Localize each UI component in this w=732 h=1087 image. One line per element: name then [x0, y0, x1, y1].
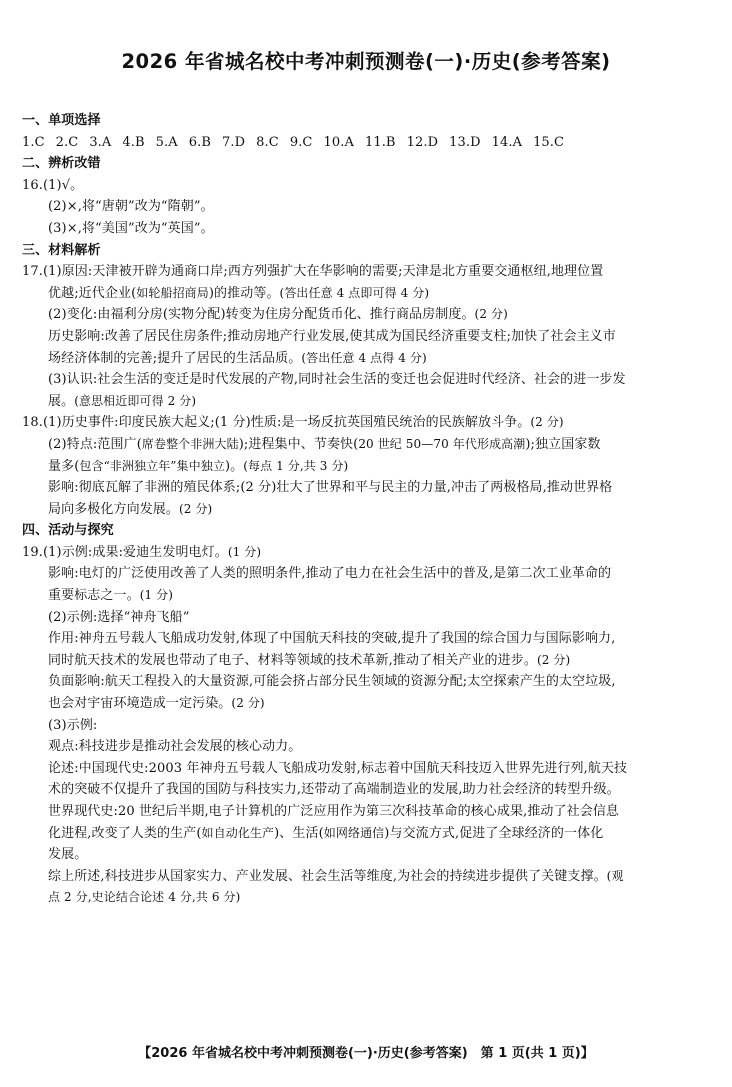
- answer-line: 世界现代史:20 世纪后半期,电子计算机的广泛应用作为第三次科技革命的核心成果,推动了社会信息: [48, 804, 620, 819]
- scoring-note: (答出任意 4 点即可得 4 分): [279, 285, 430, 300]
- answer-text: 也会对宇宙环境造成一定污染。: [48, 696, 232, 712]
- mc-answer: 10.A: [323, 134, 354, 150]
- mc-answer: 14.A: [491, 134, 523, 150]
- answer-text: 局向多极化方向发展。: [48, 501, 180, 517]
- mc-answer: 6.B: [188, 134, 212, 150]
- answer-text: 18.(1)历史事件:印度民族大起义;(1 分)性质:是一场反抗英国殖民统治的民族解放斗争。: [22, 415, 531, 431]
- mc-answer: 11.B: [364, 134, 396, 150]
- mc-answer: 9.C: [289, 134, 313, 150]
- answer-line: 负面影响:航天工程投入的大量资源,可能会挤占部分民生领域的资源分配;太空探索产生的太空垃圾,: [48, 674, 616, 690]
- answer-line: 观点:科技进步是推动社会发展的核心动力。: [48, 739, 302, 755]
- answer-example: 如网络通信: [323, 825, 385, 840]
- answer-line: [22, 283, 712, 305]
- scoring-note: (2 分): [530, 415, 564, 430]
- answer-line: 论述:中国现代史:2003 年神舟五号载人飞船成功发射,标志着中国航天科技迈入世界先进行列,航天技: [48, 760, 628, 776]
- answer-line: [22, 585, 712, 607]
- scoring-note: (2 分): [179, 501, 213, 516]
- scoring-note: (2 分): [231, 696, 265, 711]
- answer-text: )与交流方式,促进了全球经济的一体化: [384, 825, 604, 841]
- answer-line: (2)示例:选择“神舟飞船”: [48, 609, 190, 625]
- answer-text: );进程集中、节奏快(: [238, 436, 359, 452]
- answer-text: 19.(1)示例:成果:爱迪生发明电灯。: [22, 544, 228, 560]
- answer-line: 影响:电灯的广泛使用改善了人类的照明条件,推动了电力在社会生活中的普及,是第二次工业革命的: [48, 566, 612, 582]
- answer-line: 发展。: [48, 847, 88, 863]
- answer-text: 优越;近代企业(: [48, 285, 137, 301]
- answer-line: [22, 693, 712, 715]
- mc-answer: 7.D: [222, 134, 246, 150]
- answer-text: (2)变化:由福利分房(实物分配)转变为住房分配货币化、推行商品房制度。: [48, 307, 475, 323]
- section-heading: 二、辨析改错: [22, 156, 101, 172]
- answer-line: [22, 434, 712, 456]
- answer-text: 量多(: [48, 458, 80, 474]
- answer-text: 同时航天技术的发展也带动了电子、材料等领域的技术革新,推动了相关产业的进步。: [48, 652, 537, 668]
- answer-text: 重要标志之一。: [48, 588, 140, 604]
- answer-line: [22, 456, 712, 478]
- answer-line: 17.(1)原因:天津被开辟为通商口岸;西方列强扩大在华影响的需要;天津是北方重要交通枢纽,地理位置: [22, 264, 604, 280]
- scoring-note: (观: [606, 868, 624, 883]
- answer-text: 展。: [48, 393, 75, 409]
- answer-text: 化进程,改变了人类的生产(: [48, 825, 202, 841]
- answer-line: [22, 650, 712, 672]
- answer-text: )的推动等。: [208, 285, 280, 301]
- scoring-note: (1 分): [227, 544, 262, 559]
- answer-line: (3)示例:: [48, 717, 98, 733]
- mc-answer: 5.A: [155, 134, 178, 150]
- scoring-note: (1 分): [139, 588, 174, 603]
- mc-answer: 2.C: [55, 134, 79, 150]
- mc-answer: 13.D: [449, 134, 481, 150]
- answer-example: 席卷整个非洲大陆: [141, 436, 239, 451]
- answer-text: (2)特点:范围广(: [48, 436, 142, 452]
- page-footer: 【2026 年省城名校中考冲刺预测卷(一)·历史(参考答案) 第 1 页(共 1 页)】: [138, 1046, 594, 1061]
- page-title: 2026 年省城名校中考冲刺预测卷(一)·历史(参考答案): [121, 50, 611, 73]
- scoring-note: (2 分): [474, 307, 508, 322]
- scoring-note: 点 2 分,史论结合论述 4 分,共 6 分): [48, 890, 241, 905]
- answer-line: [22, 542, 712, 564]
- section-heading: 一、单项选择: [22, 113, 101, 128]
- answer-text: 场经济体制的完善;提升了居民的生活品质。: [48, 350, 302, 366]
- answer-line: 影响:彻底瓦解了非洲的殖民体系;(2 分)壮大了世界和平与民主的力量,冲击了两极格局,推动世界格: [48, 480, 613, 496]
- answer-example: 如自动化生产: [201, 825, 275, 840]
- mc-answer: 1.C: [22, 134, 45, 150]
- answer-line: (2)×,将“唐朝”改为“隋朝”。: [48, 199, 214, 215]
- mc-answer: 15.C: [533, 134, 565, 150]
- answer-line: [22, 499, 712, 521]
- mc-answer: 12.D: [406, 134, 439, 150]
- answer-line: 术的突破不仅提升了我国的国防与科技实力,还带动了高端制造业的发展,助力社会经济的转型升级。: [48, 782, 620, 798]
- answer-line: [22, 823, 712, 845]
- answer-line: [22, 348, 712, 370]
- answer-line: [22, 866, 712, 888]
- answer-line: 16.(1)√。: [22, 177, 84, 193]
- answer-line: [22, 412, 712, 434]
- scoring-note: (2 分): [536, 652, 571, 667]
- answer-text: )。: [224, 458, 244, 474]
- mc-answer: 3.A: [89, 134, 112, 150]
- section-heading: 四、活动与探究: [22, 523, 114, 539]
- answer-text: 综上所述,科技进步从国家实力、产业发展、社会生活等维度,为社会的持续进步提供了关键支撑。: [48, 868, 607, 884]
- scoring-note: (意思相近即可得 2 分): [74, 393, 197, 408]
- answer-line: [22, 304, 712, 326]
- mc-answer: 4.B: [122, 134, 145, 150]
- answer-line: (3)×,将“美国”改为“英国”。: [48, 220, 214, 236]
- answer-example: 如轮船招商局: [136, 285, 209, 300]
- answer-example: 20 世纪 50—70 年代形成高潮: [358, 436, 526, 451]
- answer-line: [22, 391, 712, 413]
- multiple-choice-answers: [22, 132, 712, 154]
- section-heading: 三、材料解析: [22, 242, 101, 258]
- answer-line: 作用:神舟五号载人飞船成功发射,体现了中国航天科技的突破,提升了我国的综合国力与国际影响力,: [48, 631, 616, 647]
- answer-content: [22, 110, 712, 909]
- scoring-note: (答出任意 4 点得 4 分): [301, 350, 427, 365]
- answer-example: 包含“非洲独立年”集中独立: [79, 458, 225, 473]
- answer-line: 历史影响:改善了居民住房条件;推动房地产行业发展,使其成为国民经济重要支柱;加快了社会主义市: [48, 328, 616, 344]
- answer-text: )、生活(: [274, 825, 324, 841]
- answer-line: (3)认识:社会生活的变迁是时代发展的产物,同时社会生活的变迁也会促进时代经济、社会的进一步发: [48, 372, 626, 388]
- scoring-note: (每点 1 分,共 3 分): [243, 458, 349, 473]
- mc-answer: 8.C: [256, 134, 279, 150]
- answer-text: );独立国家数: [525, 436, 601, 452]
